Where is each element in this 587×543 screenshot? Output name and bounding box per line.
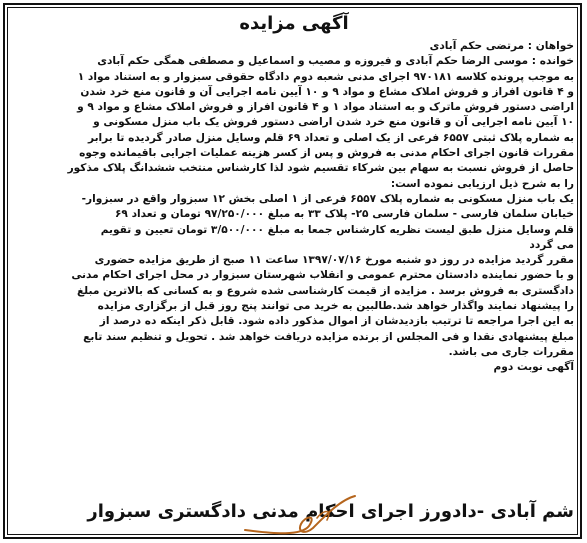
body-line: خواهان : مرتضی حکم آبادی <box>429 40 574 52</box>
body-line: مقررات قانون اجرای احکام مدنی به فروش و پس از کسر هزینه عملیات اجرایی باقیمانده وجوه <box>79 147 574 160</box>
body-line: مبلغ پیشنهادی نقدا و فی المجلس از برنده مزایده دریافت خواهد شد . تحویل و تنظیم سند تابع <box>83 330 574 343</box>
body-line: یک باب منزل مسکونی به شماره پلاک ۶۵۵۷ فرعی از ۱ اصلی بخش ۱۲ سبزوار واقع در سبزوار- <box>81 192 574 205</box>
notice-title: آگهی مزایده <box>239 13 349 34</box>
body-line: مقررات جاری می باشد. <box>448 345 574 358</box>
notice-round: آگهی نوبت دوم <box>493 361 574 374</box>
notice-body <box>14 39 574 376</box>
body-line: را به شرح ذیل ارزیابی نموده است: <box>390 177 574 190</box>
body-line: و ۴ قانون افراز و فروش املاک مشاع و مواد ۹ و ۱۰ آیین نامه اجرایی آن و قانون منع خرد شدن <box>80 85 574 98</box>
body-line: و با حضور نماینده دادستان محترم عمومی و انقلاب شهرستان سبزوار در محل اجرای احکام مدنی <box>71 269 574 282</box>
body-line: ۱۰ آیین نامه اجرایی آن و قانون منع خرد شدن اراضی دستور فروش یک باب منزل مسکونی و <box>93 116 574 129</box>
body-line: به موجب پرونده کلاسه ۹۷۰۱۸۱ اجرای مدنی شعبه دوم دادگاه حقوقی سبزوار و به استناد مواد ۱ <box>77 70 574 83</box>
body-line: را پیشنهاد نمایند واگذار خواهد شد.طالبین به خرید می توانند پنج روز قبل از برگزاری مزایده <box>97 300 574 313</box>
body-line: اراضی دستور فروش ماترک و به استناد مواد ۱ و ۴ قانون افراز و فروش املاک مشاع و مواد ۹ و <box>77 101 574 114</box>
body-line: به شماره پلاک ثبتی ۶۵۵۷ فرعی از یک اصلی و تعداد ۶۹ قلم وسایل منزل صادر گردیده تا برابر <box>87 131 574 144</box>
body-line: به این اجرا مراجعه تا ترتیب بازدیدشان از اموال مذکور داده شود. قابل ذکر اینکه ده درصد از <box>99 315 574 328</box>
body-line: دادگستری به فروش برسد . مزایده از قیمت کارشناسی شده شروع و به کسانی که بالاترین مبلغ <box>76 284 574 297</box>
notice-content <box>14 10 574 376</box>
body-line: مقرر گردید مزایده در روز دو شنبه مورخ ۱۳۹۷/۰۷/۱۶ ساعت ۱۱ صبح از طریق مزایده حضوری <box>94 254 574 267</box>
body-line: قلم وسایل منزل طبق لیست نظریه کارشناس جمعا به مبلغ ۳/۵۰۰/۰۰۰ تومان تعیین و تقویم <box>100 223 574 236</box>
body-line: می گردد <box>529 238 574 251</box>
signature-line: شم آبادی -دادورز اجرای احکام مدنی دادگستری سبزوار <box>87 501 574 522</box>
body-line: حاصل از فروش نسبت به سهام بین شرکاء تقسیم شود لذا کارشناس منتخب ششدانگ پلاک مذکور <box>67 162 574 175</box>
body-line: خیابان سلمان فارسی - سلمان فارسی ۲۵- پلاک ۳۳ به مبلغ ۹۷/۲۵۰/۰۰۰ تومان و تعداد ۶۹ <box>114 208 574 221</box>
handwritten-signature <box>205 488 365 538</box>
body-line: خوانده : موسی الرضا حکم آبادی و فیروزه و مصیب و اسماعیل و مصطفی همگی حکم آبادی <box>97 55 574 68</box>
